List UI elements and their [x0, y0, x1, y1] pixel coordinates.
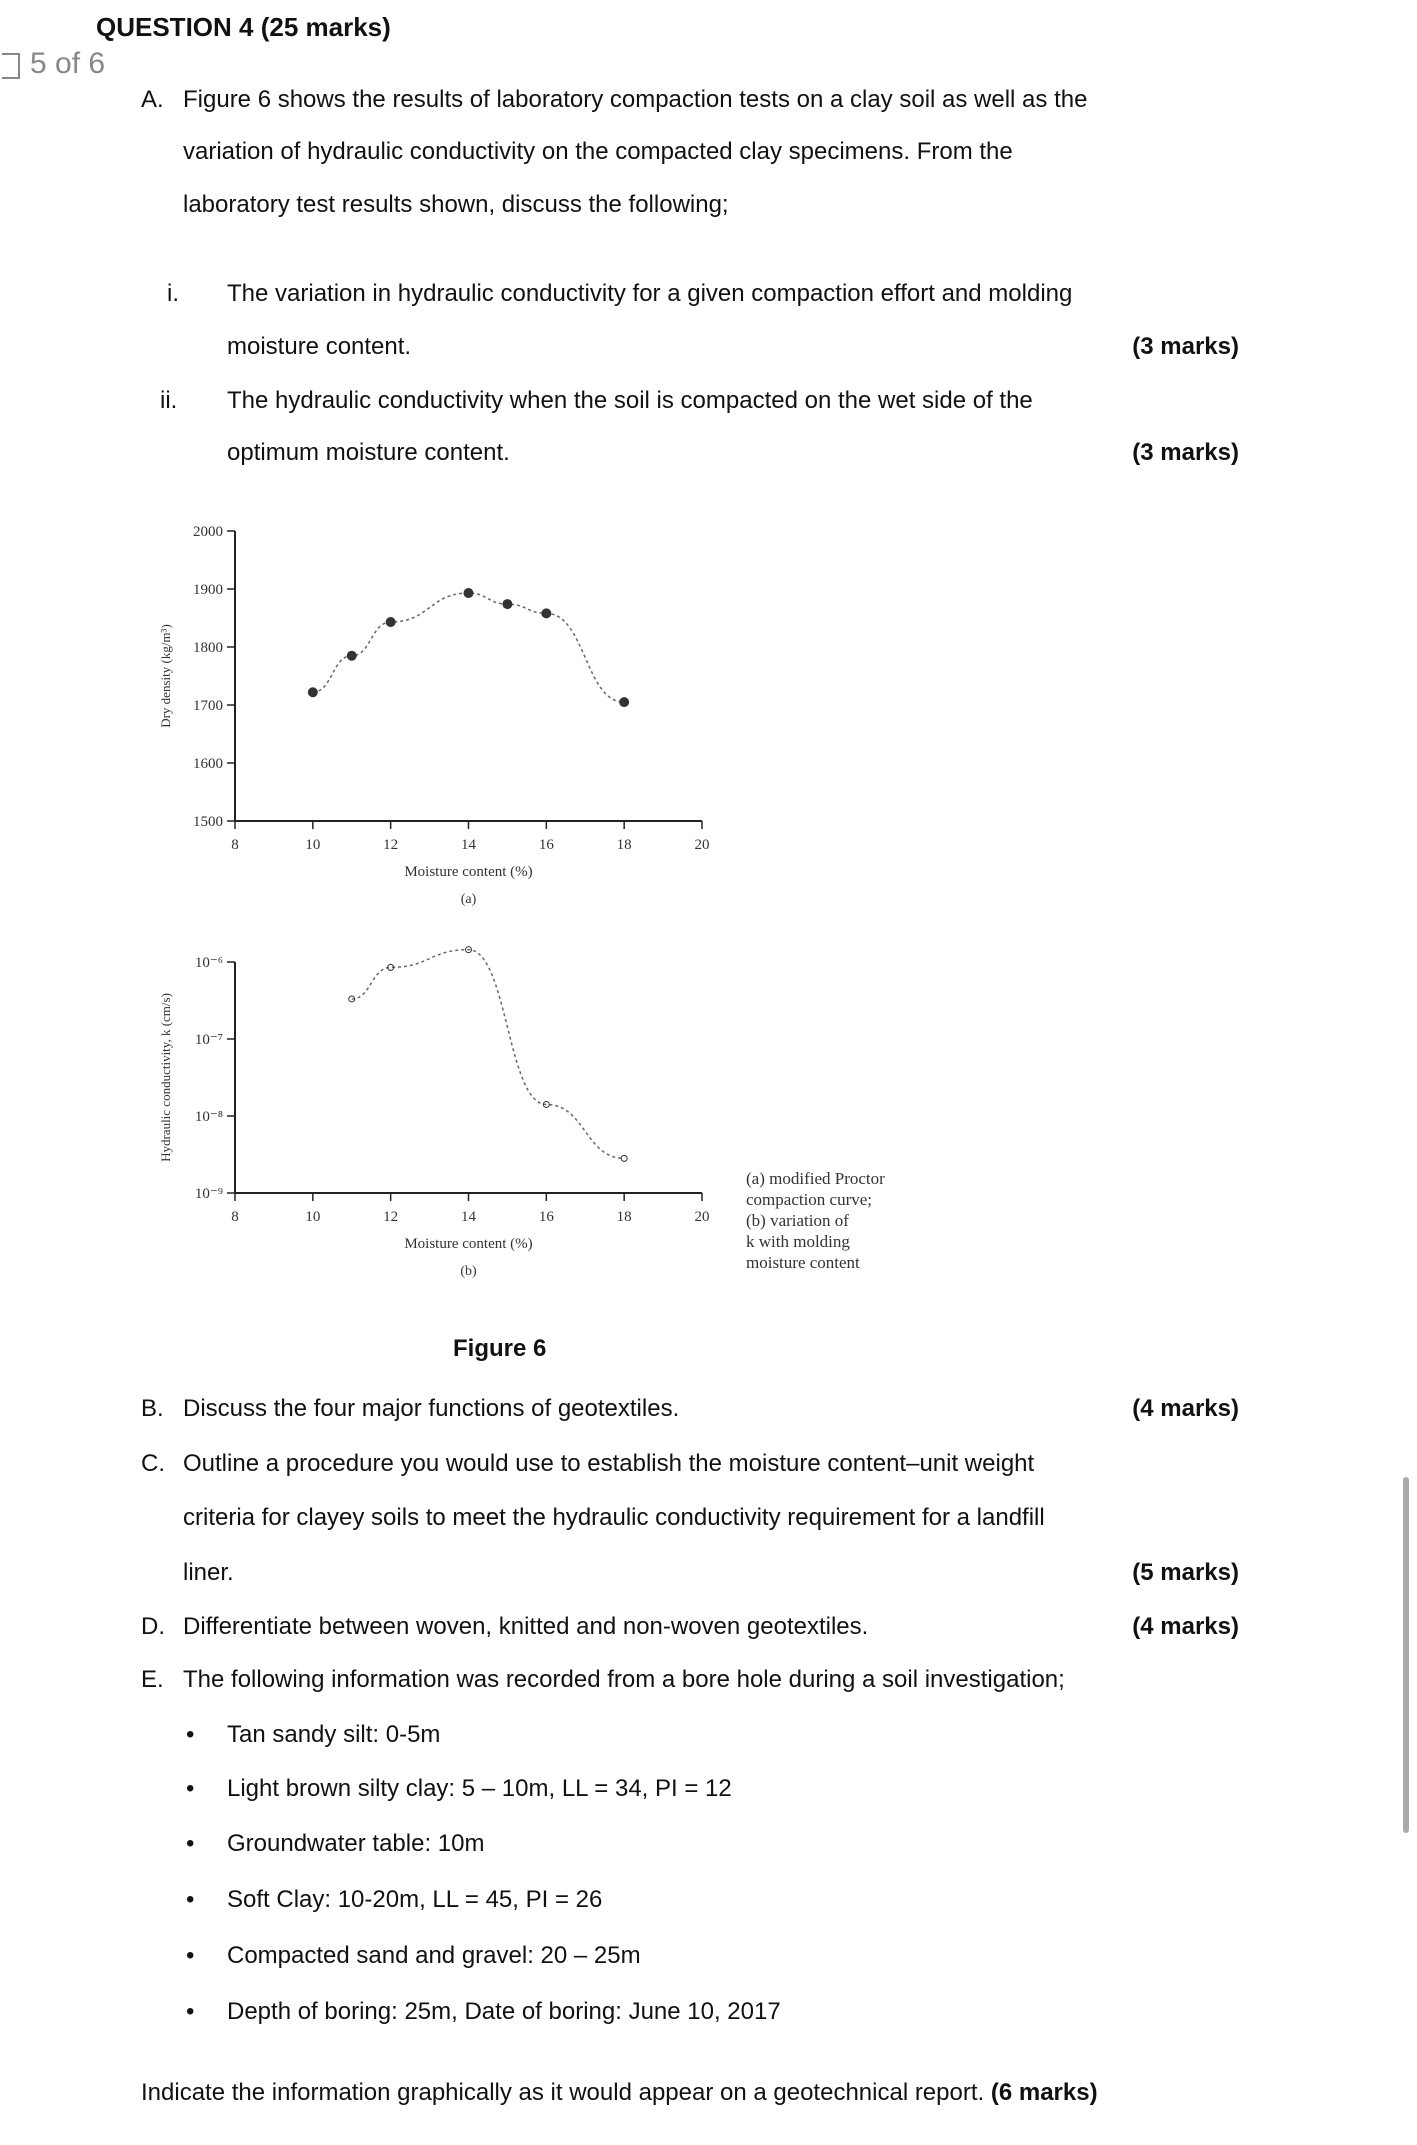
- y-tick-label: 10⁻⁸: [194, 1109, 223, 1125]
- chart-sublabel: (a): [460, 892, 477, 907]
- x-tick-label: 14: [461, 837, 476, 853]
- final-marks: (6 marks): [990, 2079, 1098, 2106]
- bullet-text: Light brown silty clay: 5 – 10m, LL = 34, PI = 12: [227, 1775, 732, 1802]
- x-axis-label: Moisture content (%): [404, 864, 533, 880]
- x-tick-label: 12: [383, 1209, 399, 1225]
- data-point: [621, 1155, 627, 1161]
- bullet-text: Compacted sand and gravel: 20 – 25m: [227, 1942, 641, 1969]
- x-tick-label: 8: [231, 1209, 239, 1225]
- item-label-a: A.: [141, 86, 164, 113]
- item-label-c: C.: [141, 1450, 165, 1477]
- figure-note-line: moisture content: [746, 1253, 860, 1272]
- d-text: Differentiate between woven, knitted and non-woven geotextiles.: [183, 1613, 869, 1640]
- bullet-icon: •: [186, 1721, 195, 1748]
- x-tick-label: 8: [231, 837, 239, 853]
- figure-caption: Figure 6: [453, 1335, 547, 1362]
- y-tick-label: 10⁻⁹: [194, 1186, 223, 1202]
- data-point: [542, 609, 551, 618]
- i-marks: (3 marks): [1132, 333, 1239, 360]
- y-tick-label: 2000: [193, 524, 223, 540]
- data-point: [386, 618, 395, 627]
- trend-curve: [352, 950, 624, 1159]
- data-point: [464, 589, 473, 598]
- x-tick-label: 20: [694, 837, 710, 853]
- ii-line-2: optimum moisture content.: [227, 439, 510, 466]
- y-tick-label: 1700: [193, 698, 223, 714]
- x-tick-label: 10: [305, 1209, 321, 1225]
- d-marks: (4 marks): [1132, 1613, 1239, 1640]
- a-line-2: variation of hydraulic conductivity on the compacted clay specimens. From the: [183, 138, 1013, 165]
- bullet-text: Tan sandy silt: 0-5m: [227, 1721, 441, 1748]
- c-line-2: criteria for clayey soils to meet the hydraulic conductivity requirement for a landfill: [183, 1504, 1045, 1531]
- y-axis-label: Hydraulic conductivity, k (cm/s): [158, 993, 173, 1162]
- figure-note-line: (a) modified Proctor: [746, 1169, 885, 1188]
- page-indicator-text: 5 of 6: [30, 47, 106, 80]
- bullet-icon: •: [186, 1998, 195, 2025]
- item-label-i: i.: [167, 280, 179, 307]
- figure-note: [746, 1168, 885, 1273]
- y-tick-label: 1500: [193, 814, 223, 830]
- x-tick-label: 18: [616, 837, 632, 853]
- item-label-ii: ii.: [160, 387, 178, 414]
- data-point: [308, 688, 317, 697]
- i-line-2: moisture content.: [227, 333, 412, 360]
- x-tick-label: 18: [616, 1209, 632, 1225]
- bullet-text: Groundwater table: 10m: [227, 1830, 485, 1857]
- x-tick-label: 10: [305, 837, 321, 853]
- scrollbar[interactable]: [1403, 1477, 1409, 1833]
- item-label-e: E.: [141, 1666, 164, 1693]
- y-tick-label: 1800: [193, 640, 223, 656]
- final-text: Indicate the information graphically as it would appear on a geotechnical report.: [141, 2079, 985, 2106]
- final-instruction: [141, 2078, 1098, 2108]
- a-line-3: laboratory test results shown, discuss the following;: [183, 191, 729, 218]
- a-line-1: Figure 6 shows the results of laboratory compaction tests on a clay soil as well as the: [183, 86, 1088, 113]
- data-point: [503, 600, 512, 609]
- ii-marks: (3 marks): [1132, 439, 1239, 466]
- trend-curve: [313, 593, 624, 702]
- figure-note-line: k with molding: [746, 1232, 850, 1251]
- bullet-text: Soft Clay: 10-20m, LL = 45, PI = 26: [227, 1886, 603, 1913]
- b-text: Discuss the four major functions of geotextiles.: [183, 1395, 680, 1422]
- y-tick-label: 1600: [193, 756, 223, 772]
- figure-note-line: (b) variation of: [746, 1211, 849, 1230]
- ii-line-1: The hydraulic conductivity when the soil is compacted on the wet side of the: [227, 387, 1033, 414]
- data-point: [620, 698, 629, 707]
- item-label-b: B.: [141, 1395, 164, 1422]
- figure-note-line: compaction curve;: [746, 1190, 873, 1209]
- x-tick-label: 12: [383, 837, 399, 853]
- y-tick-label: 1900: [193, 582, 223, 598]
- bullet-icon: •: [186, 1775, 195, 1802]
- b-marks: (4 marks): [1132, 1395, 1239, 1422]
- bullet-icon: •: [186, 1830, 195, 1857]
- question-title: QUESTION 4 (25 marks): [96, 12, 391, 42]
- x-tick-label: 16: [538, 837, 554, 853]
- x-tick-label: 14: [461, 1209, 476, 1225]
- bullet-text: Depth of boring: 25m, Date of boring: June 10, 2017: [227, 1998, 781, 2025]
- e-text: The following information was recorded from a bore hole during a soil investigation;: [183, 1666, 1065, 1693]
- bullet-icon: •: [186, 1886, 195, 1913]
- y-tick-label: 10⁻⁷: [194, 1032, 223, 1048]
- c-marks: (5 marks): [1132, 1559, 1239, 1586]
- c-line-3: liner.: [183, 1559, 234, 1586]
- x-axis-label: Moisture content (%): [404, 1236, 533, 1252]
- data-point: [347, 651, 356, 660]
- y-tick-label: 10⁻⁶: [194, 955, 223, 971]
- bullet-icon: •: [186, 1942, 195, 1969]
- i-line-1: The variation in hydraulic conductivity for a given compaction effort and molding: [227, 280, 1073, 307]
- y-axis-label: Dry density (kg/m³): [158, 624, 173, 728]
- x-tick-label: 16: [538, 1209, 554, 1225]
- item-label-d: D.: [141, 1613, 165, 1640]
- c-line-1: Outline a procedure you would use to establish the moisture content–unit weight: [183, 1450, 1035, 1477]
- chart-sublabel: (b): [460, 1264, 477, 1279]
- x-tick-label: 20: [694, 1209, 710, 1225]
